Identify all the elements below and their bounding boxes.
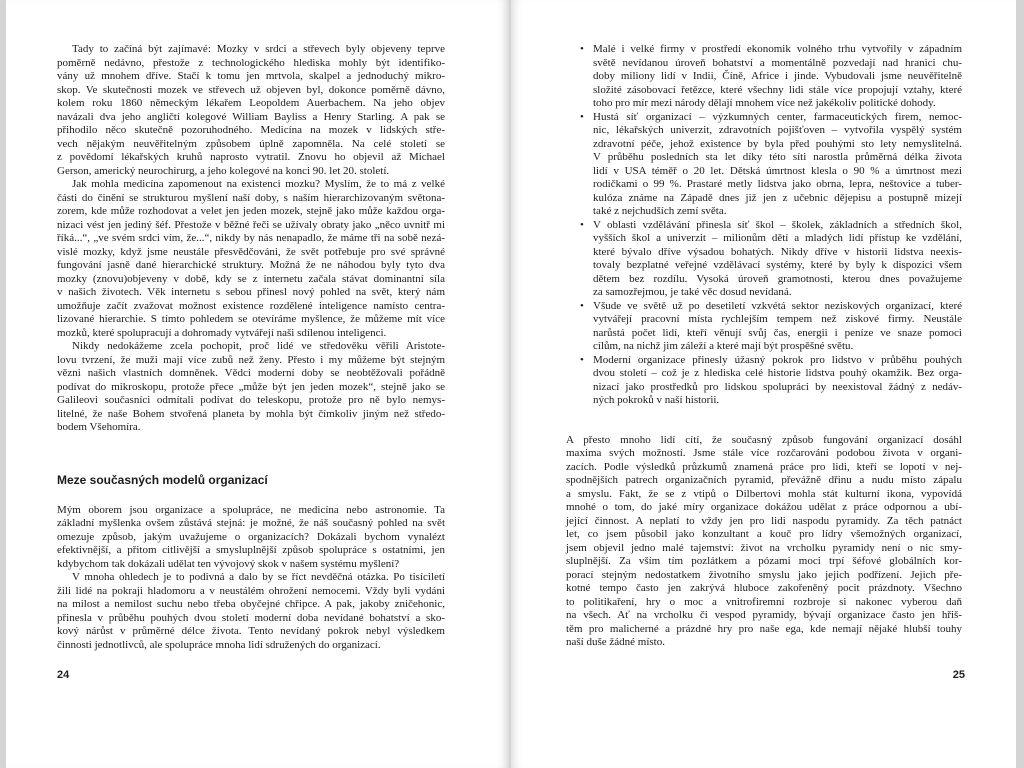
line-text: Jak mohla medicína zapomenout na existenci mozku? Myslím, že to má z velké xyxy=(72,178,445,190)
line-text: rodičkami o 99 %. Prastaré metly lidstva jako obrna, lepra, neštovice a tuber- xyxy=(593,178,962,190)
text-line xyxy=(57,97,445,111)
text-line xyxy=(566,474,962,488)
line-text: z povědomí lékařských kruhů naprosto vytratil. Znovu ho objevil až Michael xyxy=(57,151,445,163)
line-text: kulóza známe na Západě dnes již jen z učebnic dějepisu a postupně mizejí xyxy=(593,191,962,204)
line-text: tovaly bezplatné veřejné vzdělávací systémy, které by byly k dispozici všem xyxy=(593,259,962,271)
text-line xyxy=(566,461,962,475)
left-page-text xyxy=(57,43,445,652)
text-line xyxy=(593,286,962,300)
line-text: V průběhu posledních sta let díky této síti narostla průměrná délka života xyxy=(593,151,962,163)
text-line xyxy=(593,273,962,287)
text-line xyxy=(593,165,962,179)
text-line xyxy=(57,598,445,612)
text-line xyxy=(57,517,445,531)
page-number-right: 25 xyxy=(952,669,965,681)
left-page xyxy=(6,0,509,768)
line-text: Mým oborem jsou organizace a spolupráce, ne medicína nebo astronomie. Ta xyxy=(57,503,445,516)
text-line xyxy=(566,569,962,583)
line-text: fungování jasně dané hierarchické struktury. Možná že ne náhodou byly tyto dva xyxy=(57,259,445,271)
text-line xyxy=(566,582,962,596)
line-text: Tady to začíná být zajímavé: Mozky v srdci a střevech byly objeveny teprve xyxy=(72,43,445,55)
text-line xyxy=(593,246,962,260)
line-text: let, co jsem působil jako konzultant a kouč pro lídry všemožných organizací, xyxy=(566,528,962,540)
line-text: Gerson, americký neurochirurg, a jeho kolegové na konci 90. let 20. století. xyxy=(57,164,390,177)
text-line xyxy=(593,97,962,111)
text-line xyxy=(566,623,962,637)
line-text: složité zásobovací řetězce, které všechny lidi stále více propojují vztahy, které xyxy=(593,83,962,96)
text-line xyxy=(566,596,962,610)
line-text: skop. Ve skutečnosti mozek ve střevech už objeven byl, dokonce poměrně dávno, xyxy=(57,83,445,96)
line-text: navázali dva jeho angličtí kolegové William Bayliss a Henry Starling. A pak se xyxy=(57,110,445,123)
right-page xyxy=(511,0,1016,768)
line-text: Galileovi současníci odmítali podívat do teleskopu, protože pro ně bylo nemys- xyxy=(57,394,445,406)
text-line xyxy=(57,286,445,300)
line-text: kolem roku 1860 německým lékařem Leopoldem Auerbachem. Na jeho objev xyxy=(57,97,445,109)
bullet-icon: • xyxy=(580,353,584,366)
text-line xyxy=(57,558,445,572)
text-line xyxy=(57,639,445,653)
section-heading: Meze současných modelů organizací xyxy=(57,472,268,487)
line-text: doby miliony lidí v Indii, Číně, Africe i jinde. Vybudovali jsme neuvěřitelně xyxy=(593,70,962,82)
line-text: těm pro malicherné a prázdné hry pro naše ega, kde nemají nějaké hlubší touhy xyxy=(566,622,962,635)
text-line xyxy=(57,544,445,558)
text-line xyxy=(593,205,962,219)
text-line xyxy=(593,394,962,408)
text-line xyxy=(593,381,962,395)
line-text: vislé mozky, když jsme neustále přesvědčováni, že svět potřebuje pro své správné xyxy=(57,245,445,258)
paragraph xyxy=(57,178,445,340)
text-line xyxy=(593,300,962,314)
text-line xyxy=(57,531,445,545)
text-line xyxy=(593,259,962,273)
line-text: dětem bez rozdílu. Vysoká úroveň gramotnosti, kterou dnes považujeme xyxy=(593,272,962,285)
text-line xyxy=(57,124,445,138)
text-line xyxy=(57,165,445,179)
line-text: zorem, kde může rozhodovat a velet jen jeden mozek, stejně jako může každou orga- xyxy=(57,205,445,217)
text-line xyxy=(57,394,445,408)
paragraph xyxy=(57,340,445,435)
line-text: jející činnost. A neplatí to vždy jen pro lidi naspodu pyramidy. Za těch patnáct xyxy=(566,514,962,527)
text-line xyxy=(593,138,962,152)
line-text: maxima svých možností. Jsme stále více rozčarováni podobou života v organi- xyxy=(566,447,962,459)
line-text: mozků, které spolupracují a dohromady vytvářejí naši sdílenou inteligenci. xyxy=(57,326,387,339)
text-line xyxy=(57,273,445,287)
text-line xyxy=(566,542,962,556)
line-text: Nikdy nedokážeme zcela pochopit, proč lidé ve středověku věřili Aristote- xyxy=(72,340,445,352)
text-line xyxy=(57,111,445,125)
text-line xyxy=(57,367,445,381)
text-line xyxy=(566,555,962,569)
list-item xyxy=(566,354,962,408)
text-line xyxy=(57,300,445,314)
bullet-list xyxy=(566,43,962,408)
text-line xyxy=(566,434,962,448)
line-text: nizací jako prostředků pro lidskou spolupráci by neexistoval žádný z nedáv- xyxy=(593,380,962,393)
line-text: na milost a nemilost suchu nebo třeba obyčejné chřipce. A pak, jakoby zničehonic, xyxy=(57,598,445,610)
line-text: světě nevídanou úroveň bohatství a momentálně pozvedají nad hranici chu- xyxy=(593,56,962,69)
text-line xyxy=(593,151,962,165)
line-text: spodnějších patrech organizačních pyramid, převážně dřinu a nudu místo zápalu xyxy=(566,474,962,486)
text-line xyxy=(593,178,962,192)
line-text: ných pokroků v naší historii. xyxy=(593,394,720,406)
line-text: vech nějakým neuvěřitelným způsobem úplně zapomněla. Na celé století se xyxy=(57,137,445,150)
line-text: vytvářejí pracovní místa rychlejším tempem než ziskové firmy. Neustále xyxy=(593,313,962,325)
line-text: cílům, na nichž jim záleží a které mají být prospěšné světu. xyxy=(593,340,854,352)
line-text: vyšších škol a univerzit – milionům dětí a mladých lidí přístup ke vzdělání, xyxy=(593,232,962,244)
text-line xyxy=(593,219,962,233)
line-text: kotné tempo často jen zakrývá hluboce zakořeněný pocit prázdnoty. Všechno xyxy=(566,582,962,594)
text-line xyxy=(57,219,445,233)
list-item xyxy=(566,300,962,354)
text-line xyxy=(593,367,962,381)
line-text: Malé i velké firmy v prostředí ekonomik volného trhu vytvořily v západním xyxy=(593,43,962,55)
text-line xyxy=(57,381,445,395)
line-text: které bývalo dříve výsadou bohatých. Nikdy dříve v historii lidstva neexis- xyxy=(593,245,962,258)
line-text: sluplnější. Za vším tím pozlátkem a pózami moci trpí šéfové globálních kor- xyxy=(566,555,962,567)
text-line xyxy=(57,151,445,165)
text-line xyxy=(57,259,445,273)
text-line xyxy=(593,340,962,354)
text-line xyxy=(57,138,445,152)
text-line xyxy=(57,246,445,260)
text-line xyxy=(593,327,962,341)
line-text: části do činění se strukturou myšlení naší doby, s naším hierarchizovaným světona- xyxy=(57,191,445,204)
paragraph xyxy=(57,571,445,652)
line-text: podívat do mikroskopu, protože přece „může být jen jeden mozek“, stejně jako se xyxy=(57,380,445,393)
line-text: naší duše žádné místo. xyxy=(566,636,665,648)
list-item xyxy=(566,219,962,300)
text-line xyxy=(593,70,962,84)
line-text: lidí v USA téměř o 20 let. Dětská úmrtnost klesla o 90 % a úmrtnost mezi xyxy=(593,164,962,177)
page-number-left: 24 xyxy=(57,669,70,681)
text-line xyxy=(593,232,962,246)
line-text: kdybychom tak dokázali udělat ten vývojový skok v našem systému myšlení? xyxy=(57,557,400,570)
line-text: kový nárůst v průměrné délce života. Tento nevídaný pokrok nebyl výsledkem xyxy=(57,625,445,637)
text-line xyxy=(566,609,962,623)
line-text: činnosti jednotlivců, ale spolupráce mnoha lidí sdružených do organizací. xyxy=(57,638,381,651)
text-line xyxy=(57,354,445,368)
text-line xyxy=(566,515,962,529)
text-line xyxy=(593,124,962,138)
text-line xyxy=(57,408,445,422)
text-line xyxy=(57,504,445,518)
line-text: lovu tvrzení, že muži mají více zubů než ženy. Přesto i my můžeme být stejným xyxy=(57,353,445,366)
line-text: nic, lékařských univerzit, zdravotních pojišťoven – vytvořila vyspělý systém xyxy=(593,124,962,136)
line-text: lizované hierarchie. S tímto pohledem se otevíráme myšlence, že můžeme mít více xyxy=(57,313,445,325)
bullet-icon: • xyxy=(580,110,584,123)
text-line xyxy=(566,488,962,502)
text-line xyxy=(57,57,445,71)
text-line xyxy=(566,501,962,515)
line-text: žili lidé na pokraji hladomoru a v neustálém ohrožení nemocemi. Vždy byli vydáni xyxy=(57,584,445,597)
bullet-icon: • xyxy=(580,218,584,231)
line-text: V mnoha ohledech je to podivná a dalo by se říct nevděčná otázka. Po tisíciletí xyxy=(72,571,445,583)
line-text: na všech. Ať na vrcholku či vespod pyramidy, bývají organizace často jen hřiš- xyxy=(566,609,962,621)
line-text: efektivnější, a přitom citlivější a smysluplnější způsob spolupráce s ostatními, jen xyxy=(57,544,445,556)
line-text: poměrně nedávno, přestože z technologického hlediska mohly být identifiko- xyxy=(57,56,445,69)
line-text: toho pro mír mezi národy dělají mnohem více než jakékoliv politické dohody. xyxy=(593,97,936,109)
line-text: také z nejchudších zemí světa. xyxy=(593,205,727,217)
line-text: litelné, že naše Bohem stvořená planeta by mohla být čímkoliv jiným než středo- xyxy=(57,407,445,420)
paragraph xyxy=(566,434,962,650)
text-line xyxy=(566,636,962,650)
text-line xyxy=(593,43,962,57)
text-line xyxy=(593,354,962,368)
text-line xyxy=(593,313,962,327)
line-text: porací stejným nedostatkem životního smyslu jako jejich podřízení. Jejich pře- xyxy=(566,568,962,581)
text-line xyxy=(57,421,445,435)
line-text: A přesto mnoho lidí cítí, že současný způsob fungování organizací dosáhl xyxy=(566,433,962,446)
line-text: přihodilo něco skutečně pozoruhodného. Medicína na mozek v lidských stře- xyxy=(57,124,445,136)
paragraph xyxy=(57,504,445,572)
line-text: narůstá počet lidí, kteří věnují svůj čas, energii i peníze ve snaze pomoci xyxy=(593,326,962,339)
text-line xyxy=(57,585,445,599)
text-line xyxy=(57,327,445,341)
text-line xyxy=(57,205,445,219)
line-text: jsem objevil jedno malé tajemství: život na vrcholku pyramidy není o nic smy- xyxy=(566,541,962,554)
line-text: omezuje způsob, jakým uvažujeme o organizacích? Dokázali bychom vynalézt xyxy=(57,530,445,543)
line-text: říká...“, „ve svém srdci vím, že...“, nikdy by nás nenapadlo, že máme tři na sobě nezá- xyxy=(57,232,445,244)
line-text: V oblasti vzdělávání přinesla síť škol – školek, základních a středních škol, xyxy=(593,218,962,231)
text-line xyxy=(57,340,445,354)
text-line xyxy=(566,447,962,461)
text-line xyxy=(57,612,445,626)
text-line xyxy=(57,178,445,192)
text-line xyxy=(593,192,962,206)
line-text: Všude ve světě už po desetiletí vzkvétá sektor neziskových organizací, které xyxy=(593,299,962,312)
line-text: za samozřejmou, je také věc dosud nevídaná. xyxy=(593,286,792,298)
line-text: mozky (znovu)objeveny v době, kdy se z internetu začala stávat dominantní síla xyxy=(57,272,445,285)
text-line xyxy=(57,313,445,327)
list-item xyxy=(566,43,962,111)
line-text: dvou století – což je z hlediska celé historie lidstva pouhý okamžik. Bez orga- xyxy=(593,367,962,379)
line-text: vány už mnohem dříve. Stačí k tomu jen mrtvola, skalpel a jednoduchý mikro- xyxy=(57,70,445,82)
line-text: bodem Všehomíra. xyxy=(57,421,141,433)
line-text: zdravotní péče, jehož existence by byla před pouhými sto lety nemyslitelná. xyxy=(593,137,962,150)
text-line xyxy=(593,84,962,98)
line-text: Hustá síť organizací – výzkumných center, farmaceutických firem, nemoc- xyxy=(593,110,962,123)
text-line xyxy=(57,625,445,639)
text-line xyxy=(57,84,445,98)
line-text: umožňuje začít zvažovat možnost existence rozdělené inteligence namísto centra- xyxy=(57,299,445,312)
line-text: a smyslu. Fakt, že se z vtipů o Dilbertovi mohla stát kulturní ikona, vypovídá xyxy=(566,487,962,500)
line-text: Moderní organizace přinesly úžasný pokrok pro lidstvo v průběhu pouhých xyxy=(593,353,962,366)
list-item xyxy=(566,111,962,219)
line-text: přinesla v průběhu pouhých dvou století moderní doba nevídané bohatství a sko- xyxy=(57,611,445,624)
text-line xyxy=(57,571,445,585)
text-line xyxy=(57,70,445,84)
bullet-icon: • xyxy=(580,43,584,55)
text-line xyxy=(593,57,962,71)
line-text: nizaci vést jen jediný šéf. Přestože v běžné řeči se užívaly obraty jako „něco uvnitř mi xyxy=(57,218,445,231)
line-text: vězni našich vlastních domněnek. Vědci moderní doby se neobtěžovali pořádně xyxy=(57,367,445,379)
line-text: základní myšlenka ovšem zůstává stejná: je možné, že náš současný pohled na svět xyxy=(57,517,445,529)
line-text: to politikaření, hry o moc a vnitrofiremní rozbroje si nakonec vyberou daň xyxy=(566,595,962,608)
paragraph xyxy=(57,43,445,178)
text-line xyxy=(57,192,445,206)
line-text: v našich životech. Věk internetu s sebou přinesl nový pohled na svět, který nám xyxy=(57,286,445,298)
line-text: zacích. Podle výsledků průzkumů znamená práce pro lidi, kteří se lopotí v nej- xyxy=(566,460,962,473)
right-page-text xyxy=(566,43,962,650)
bullet-icon: • xyxy=(580,299,584,312)
line-text: mnohé o tom, do jaké míry organizace dokážou udělat z práce odpornou a ubí- xyxy=(566,501,962,513)
text-line xyxy=(566,528,962,542)
text-line xyxy=(593,111,962,125)
text-line xyxy=(57,43,445,57)
text-line xyxy=(57,232,445,246)
